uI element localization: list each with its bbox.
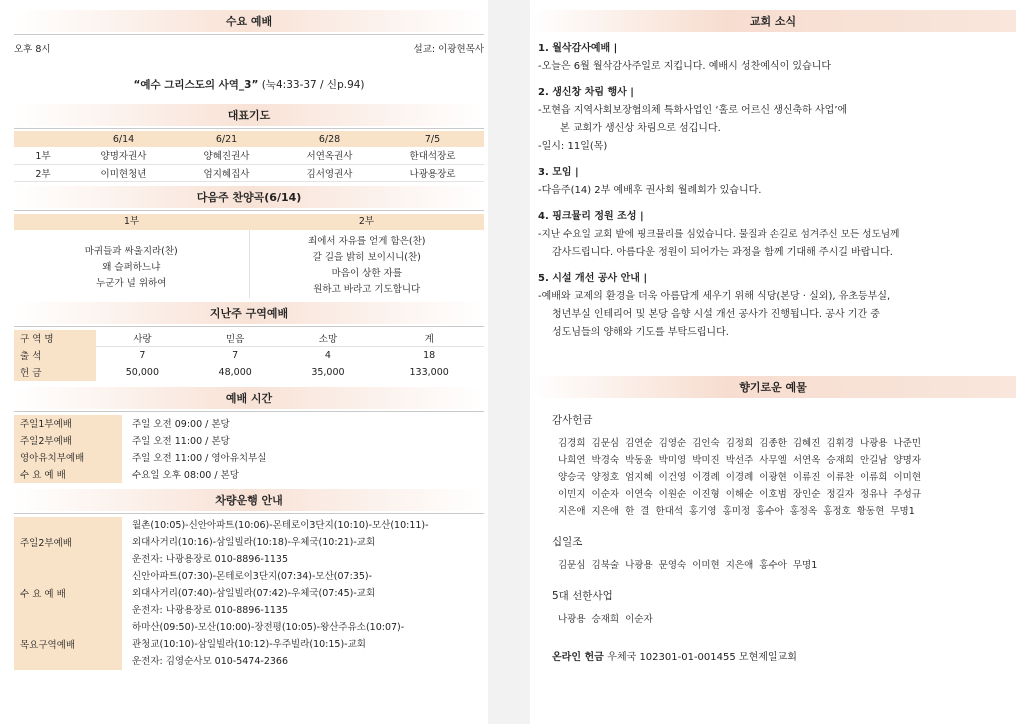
- bus-driver: 운전자: 나광용장로 010-8896-1135: [132, 553, 288, 565]
- zone-offering: 48,000: [218, 366, 252, 378]
- hymn-col1-header: 1부: [14, 214, 249, 230]
- hymn-title: 다음주 찬양곡(6/14): [196, 190, 302, 204]
- prayer-date: 6/28: [278, 131, 381, 147]
- bus-route-line: 관청교(10:10)-삼일빌라(10:12)-우주빌라(10:15)-교회: [132, 638, 366, 650]
- tithe-names: 김문심 김북술 나광용 문영숙 이미현 지은애 홍수아 무명1: [558, 560, 818, 571]
- name-line: 김경희 김문심 김연순 김영순 김인숙 김정희 김종한 김혜진 김휘경 나광용 나준민: [558, 438, 922, 449]
- thanks-offering-names: [552, 435, 1016, 520]
- bus-route-label: 주일2부예배: [14, 517, 122, 568]
- prayer-row: [14, 164, 484, 181]
- wednesday-service-title: 수요 예배: [225, 15, 273, 28]
- service-time: 오후 8시: [14, 44, 51, 55]
- time-label: 주일1부예배: [14, 415, 122, 432]
- prayer-name: 한대석장로: [381, 147, 484, 164]
- prayer-title: 대표기도: [227, 109, 271, 122]
- time-row: [14, 466, 484, 483]
- prayer-name: 엄지혜집사: [175, 164, 278, 181]
- time-label: 영아유치부예배: [14, 449, 122, 466]
- sermon-reference: (눅4:33-37 / 신p.94): [261, 79, 365, 91]
- hymn-column-headers: [14, 214, 484, 230]
- tithe-label: 십일조: [552, 536, 583, 548]
- offering-section: [530, 412, 1016, 663]
- bus-route: [14, 568, 484, 619]
- zone-attendance: 18: [423, 349, 436, 361]
- time-label: 수 요 예 배: [14, 466, 122, 483]
- hymn-col2-header: 2부: [249, 214, 484, 230]
- hymn-list: [14, 230, 484, 298]
- news-item-line: -오늘은 6월 월삭감사주일로 지킵니다. 예배시 성찬예식이 있습니다: [538, 61, 832, 72]
- news-header: [530, 10, 1016, 32]
- hymn-song: 마귀들과 싸울지라(찬): [84, 245, 178, 257]
- zone-row-label: 출 석: [14, 347, 96, 364]
- news-item-line: 청년부실 인테리어 및 본당 음향 시설 개선 공사가 진행됩니다. 공사 기간 중: [552, 309, 880, 320]
- prayer-date-row: [14, 131, 484, 147]
- news-title: 교회 소식: [749, 15, 797, 28]
- zone-header-row: [14, 330, 484, 347]
- time-value: 수요일 오후 08:00 / 본당: [132, 470, 239, 481]
- prayer-date: 7/5: [381, 131, 484, 147]
- news-item-line: 감사드립니다. 아름다운 정원이 되어가는 과정을 함께 기대해 주시길 바랍니다.: [552, 247, 893, 258]
- wednesday-service-header: [14, 10, 484, 32]
- zone-offering-row: [14, 364, 484, 381]
- zone-attendance-row: [14, 347, 484, 364]
- page-divider: [488, 0, 530, 724]
- hymn-song: 원하고 바라고 기도합니다: [313, 283, 421, 295]
- prayer-date: 6/21: [175, 131, 278, 147]
- bus-route-lines: [122, 517, 429, 568]
- time-row: [14, 415, 484, 432]
- prayer-name: 김서영권사: [278, 164, 381, 181]
- bus-route-line: 월촌(10:05)-신안아파트(10:06)-몬테로이3단지(10:10)-모산(10:11)-: [132, 519, 429, 531]
- bus-route-line: 신안아파트(07:30)-몬테로이3단지(07:34)-모산(07:35)-: [132, 570, 372, 582]
- prayer-row: [14, 147, 484, 164]
- bus-route-line: 하마산(09:50)-모산(10:00)-장전평(10:05)-왕산주유소(10:07)-: [132, 621, 405, 633]
- zone-name: 사랑: [96, 330, 189, 347]
- zone-attendance: 7: [139, 349, 146, 361]
- news-item-line: -다음주(14) 2부 예배후 권사회 월례회가 있습니다.: [538, 185, 762, 196]
- online-offering-label: 온라인 헌금: [552, 652, 604, 663]
- mission-names: 나광용 승재희 이순자: [558, 614, 653, 625]
- zone-offering: 35,000: [311, 366, 345, 378]
- times-header: [14, 387, 484, 409]
- zone-offering: 50,000: [125, 366, 160, 378]
- news-item-line: -모현읍 지역사회보장협의체 특화사업인 ‘홀로 어르신 생신축하 사업’에: [538, 105, 848, 116]
- online-offering-account: 우체국 102301-01-001455 모현제일교회: [607, 652, 797, 663]
- prayer-header: [14, 104, 484, 126]
- hymn-col1: [14, 230, 250, 298]
- times-title: 예배 시간: [225, 391, 273, 405]
- zone-name: 소망: [282, 330, 375, 347]
- sermon-title-text: “예수 그리스도의 사역_3”: [133, 79, 259, 91]
- sermon-title: [14, 77, 484, 92]
- zone-table: [14, 330, 484, 381]
- preacher: 설교: 이광현목사: [413, 44, 484, 55]
- offering-header: [530, 376, 1016, 398]
- zone-offering: 133,000: [409, 366, 449, 378]
- bus-route: [14, 517, 484, 568]
- bus-route-line: 외대사거리(10:16)-삼일빌라(10:18)-우체국(10:21)-교회: [132, 536, 376, 548]
- news-item-line: -지난 수요일 교회 밭에 핑크뮬리를 심었습니다. 물질과 손길로 섬겨주신 모든 성도님께: [538, 229, 900, 240]
- name-line: 이민지 이순자 이연숙 이원순 이진형 이해순 이호범 장인순 정길자 정유나 주성규: [558, 489, 922, 500]
- news-item-title: 4. 핑크뮬리 정원 조성 |: [538, 211, 644, 222]
- zone-attendance: 4: [324, 349, 331, 361]
- news-item-title: 2. 생신창 차림 행사 |: [538, 87, 634, 98]
- prayer-name: 이미현청년: [72, 164, 175, 181]
- hymn-song: 갈 길을 밝히 보이시니(찬): [312, 251, 421, 263]
- time-value: 주일 오전 09:00 / 본당: [132, 419, 230, 430]
- hymn-song: 마음이 상한 자를: [331, 267, 402, 279]
- time-value: 주일 오전 11:00 / 영아유치부실: [132, 453, 267, 464]
- right-page: [530, 10, 1016, 663]
- hymn-header: [14, 186, 484, 208]
- news-list: [530, 40, 1016, 342]
- bus-route-line: 외대사거리(07:40)-삼일빌라(07:42)-우체국(07:45)-교회: [132, 587, 376, 599]
- name-line: 지은애 지은애 한 결 한대석 홍기영 홍미정 홍수아 홍정옥 홍정호 황동현 무명1: [558, 506, 915, 517]
- news-item-line: -예배와 교제의 환경을 더욱 아름답게 세우기 위해 식당(본당 · 실외), 유초등부실,: [538, 291, 891, 302]
- bus-route-lines: [122, 568, 375, 619]
- thanks-offering-label: 감사헌금: [552, 414, 593, 426]
- prayer-date: 6/14: [72, 131, 175, 147]
- wednesday-service-info: [14, 41, 484, 55]
- news-item-title: 3. 모임 |: [538, 167, 579, 178]
- hymn-song: 누군가 널 위하여: [96, 277, 167, 289]
- news-item: [538, 40, 1016, 76]
- bus-route-lines: [122, 619, 404, 670]
- prayer-name: 양명자권사: [72, 147, 175, 164]
- news-item: [538, 270, 1016, 342]
- zone-attendance: 7: [232, 349, 239, 361]
- news-item-title: 5. 시설 개선 공사 안내 |: [538, 273, 648, 284]
- bus-route-label: 수 요 예 배: [14, 568, 122, 619]
- zone-name: 믿음: [189, 330, 282, 347]
- zone-name: 계: [374, 330, 484, 347]
- bus-title: 차량운행 안내: [215, 493, 283, 507]
- news-item-line: -일시: 11일(목): [538, 141, 608, 152]
- name-line: 나희연 박경숙 박동윤 박미영 박미진 박선주 사무엘 서연옥 승재희 안길남 양명자: [558, 455, 922, 466]
- hymn-song: 왜 슬퍼하느냐: [102, 261, 161, 273]
- news-item-title: 1. 월삭감사예배 |: [538, 43, 618, 54]
- online-offering: [552, 648, 1016, 663]
- offering-title: 향기로운 예물: [739, 381, 807, 394]
- time-row: [14, 449, 484, 466]
- prayer-row-label: 2부: [14, 164, 72, 181]
- news-item: [538, 208, 1016, 262]
- time-value: 주일 오전 11:00 / 본당: [132, 436, 230, 447]
- zone-row-label: 헌 금: [14, 364, 96, 381]
- bus-route-label: 목요구역예배: [14, 619, 122, 670]
- prayer-name: 양혜진권사: [175, 147, 278, 164]
- zone-header: [14, 302, 484, 324]
- time-row: [14, 432, 484, 449]
- bus-driver: 운전자: 김영순사모 010-5474-2366: [132, 655, 288, 667]
- prayer-name: 서연옥권사: [278, 147, 381, 164]
- prayer-table: [14, 131, 484, 182]
- name-line: 양승국 양정호 엄지혜 이건영 이경례 이경례 이광현 이류진 이류찬 이류희 이미현: [558, 472, 922, 483]
- hymn-col2: [250, 230, 485, 298]
- mission-label: 5대 선한사업: [552, 590, 613, 602]
- prayer-row-label: 1부: [14, 147, 72, 164]
- zone-row-label: 구 역 명: [14, 330, 96, 347]
- zone-title: 지난주 구역예배: [209, 306, 289, 320]
- bus-driver: 운전자: 나광용장로 010-8896-1135: [132, 604, 288, 616]
- left-page: [14, 10, 484, 670]
- news-item: [538, 164, 1016, 200]
- bus-route: [14, 619, 484, 670]
- news-item-line: 성도님들의 양해와 기도를 부탁드립니다.: [552, 327, 729, 338]
- hymn-song: 죄에서 자유를 얻게 함은(찬): [308, 235, 426, 247]
- bus-header: [14, 489, 484, 511]
- prayer-name: 나광용장로: [381, 164, 484, 181]
- news-item: [538, 84, 1016, 156]
- news-item-line: 본 교회가 생신상 차림으로 섬깁니다.: [560, 123, 721, 134]
- time-label: 주일2부예배: [14, 432, 122, 449]
